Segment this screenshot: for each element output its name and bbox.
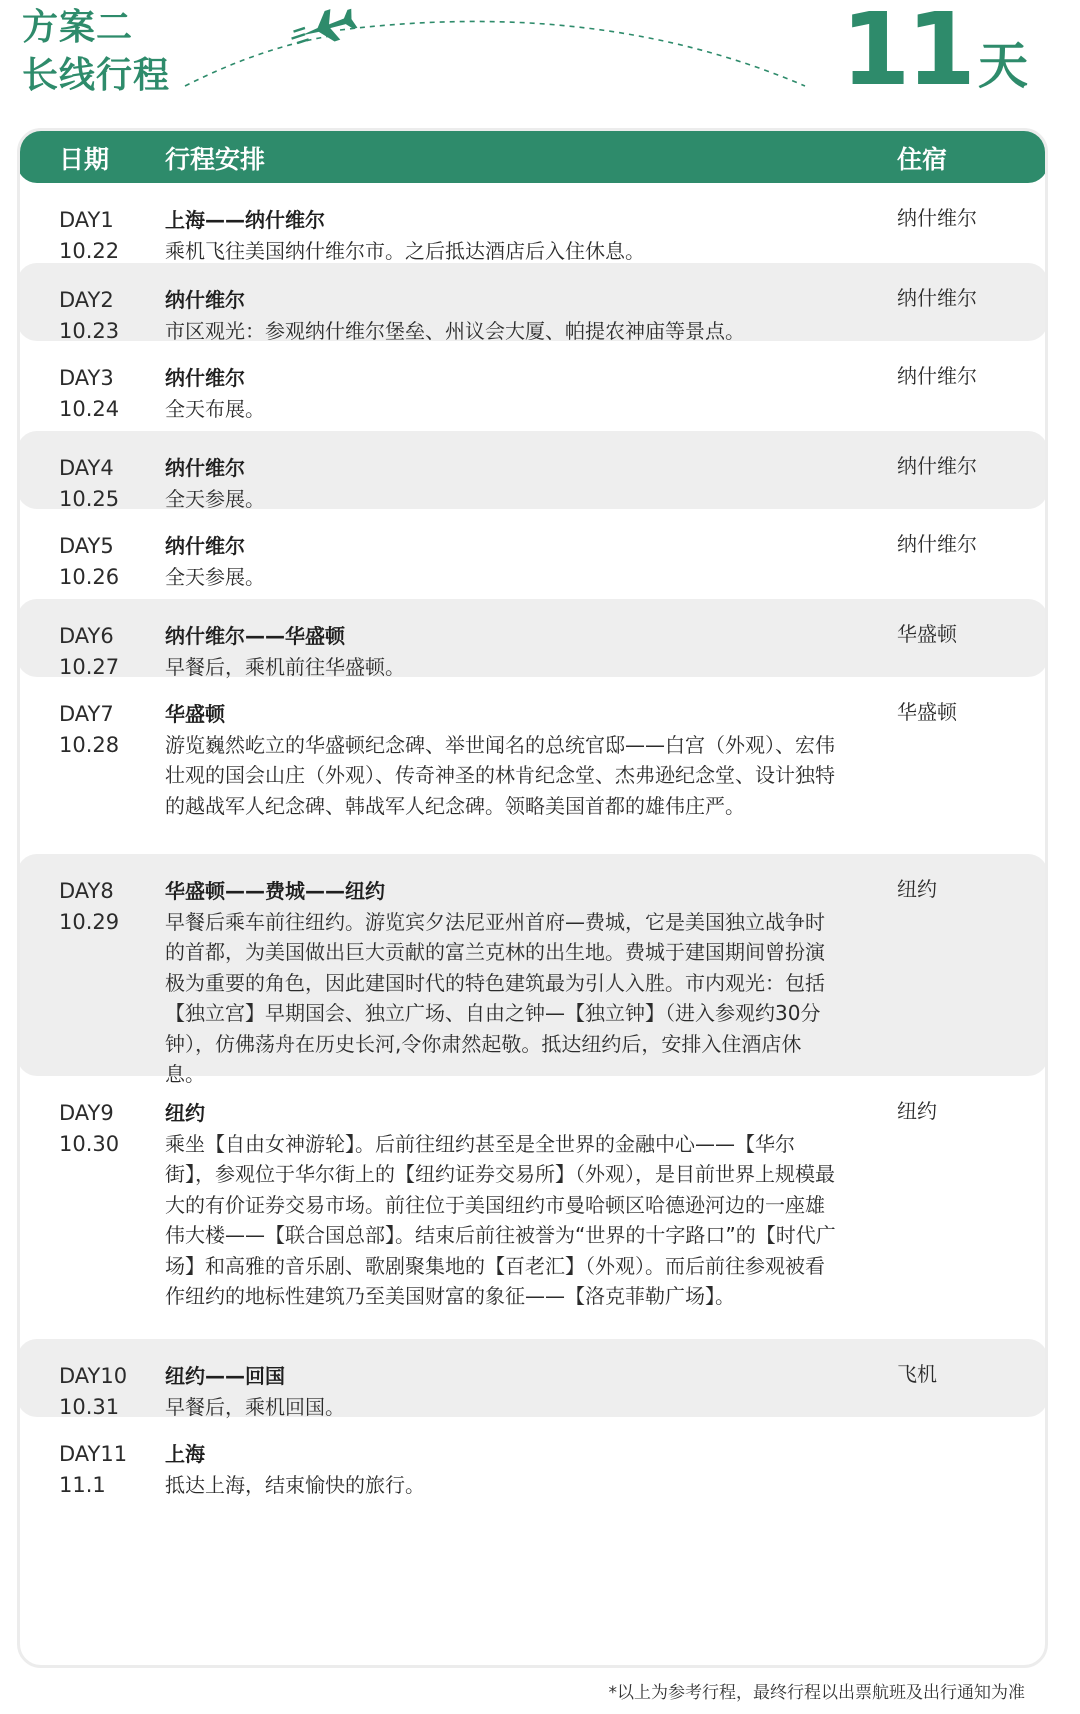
plan-description: 早餐后乘车前往纽约。游览宾夕法尼亚州首府—费城，它是美国独立战争时的首都，为美国做出巨大贡献的富兰克林的出生地。费城于建国期间曾扮演极为重要的角色，因此建国时代的特色建筑最为引人入胜。市内观光：包括【独立宫】早期国会、独立广场、自由之钟—【独立钟】（进入参观约30分钟），仿佛荡舟在历史长河,令你肃然起敬。抵达纽约后，安排入住酒店休息。	[165, 909, 825, 1086]
table-row	[17, 1339, 1048, 1417]
footnote: *以上为参考行程，最终行程以出票航班及出行通知为准	[608, 1683, 1025, 1703]
plan-description: 游览巍然屹立的华盛顿纪念碑、举世闻名的总统官邸——白宫（外观）、宏伟壮观的国会山庄（外观）、传奇神圣的林肯纪念堂、杰弗逊纪念堂、设计独特的越战军人纪念碑、韩战军人纪念碑。领略美国首都的雄伟庄严。	[165, 732, 835, 818]
table-row	[17, 677, 1048, 854]
plan-title-line1: 方案二	[22, 7, 134, 48]
table-row	[17, 854, 1048, 1086]
date-label: 10.29	[59, 910, 120, 934]
airplane-icon	[287, 8, 360, 54]
row-date	[59, 531, 119, 593]
days-number: 11	[840, 0, 972, 108]
place-title: 纳什维尔	[165, 366, 245, 390]
table-row	[17, 431, 1048, 509]
row-stay: 纳什维尔	[897, 286, 977, 310]
day-label: DAY8	[59, 879, 114, 903]
date-label: 10.24	[59, 397, 120, 421]
date-label: 10.28	[59, 733, 120, 757]
row-plan	[165, 453, 840, 514]
days-count	[840, 0, 1028, 108]
row-date	[59, 363, 119, 425]
row-plan	[165, 285, 840, 346]
plan-description: 早餐后，乘机前往华盛顿。	[165, 654, 405, 679]
row-date	[59, 1361, 127, 1423]
days-unit: 天	[978, 37, 1028, 95]
row-date	[59, 699, 119, 761]
plan-description: 乘机飞往美国纳什维尔市。之后抵达酒店后入住休息。	[165, 238, 645, 263]
row-date	[59, 453, 119, 515]
table-row	[17, 509, 1048, 599]
place-title: 纽约	[165, 1101, 205, 1125]
itinerary-table	[17, 128, 1048, 1668]
day-label: DAY3	[59, 366, 114, 390]
row-plan	[165, 1098, 840, 1312]
row-stay: 纳什维尔	[897, 364, 977, 388]
table-header	[17, 128, 1048, 183]
row-date	[59, 205, 119, 267]
date-label: 10.22	[59, 239, 120, 263]
row-plan	[165, 699, 840, 821]
row-date	[59, 621, 119, 683]
place-title: 上海	[165, 1442, 205, 1466]
place-title: 纳什维尔	[165, 534, 245, 558]
header-plan: 行程安排	[165, 145, 266, 174]
plan-description: 早餐后，乘机回国。	[165, 1394, 345, 1419]
row-plan	[165, 531, 840, 592]
plan-description: 乘坐【自由女神游轮】。后前往纽约甚至是全世界的金融中心——【华尔街】，参观位于华尔街上的【纽约证券交易所】（外观），是目前世界上规模最大的有价证券交易市场。前往位于美国纽约市曼哈顿区哈德逊河边的一座雄伟大楼——【联合国总部】。结束后前往被誉为“世界的十字路口”的【时代广场】和高雅的音乐剧、歌剧聚集地的【百老汇】（外观）。而后前往参观被看作纽约的地标性建筑乃至美国财富的象征——【洛克菲勒广场】。	[165, 1131, 836, 1308]
row-stay: 纳什维尔	[897, 206, 977, 230]
date-label: 10.26	[59, 565, 120, 589]
day-label: DAY10	[59, 1364, 128, 1388]
header-date: 日期	[59, 145, 110, 174]
day-label: DAY4	[59, 456, 114, 480]
day-label: DAY1	[59, 208, 114, 232]
row-plan	[165, 621, 840, 682]
place-title: 上海——纳什维尔	[165, 208, 325, 232]
row-stay: 飞机	[897, 1362, 937, 1386]
date-label: 10.31	[59, 1395, 120, 1419]
table-body	[17, 183, 1048, 1507]
row-date	[59, 876, 119, 938]
day-label: DAY2	[59, 288, 114, 312]
place-title: 纳什维尔	[165, 456, 245, 480]
day-label: DAY5	[59, 534, 114, 558]
row-date	[59, 1098, 119, 1160]
place-title: 纳什维尔——华盛顿	[165, 624, 345, 648]
date-label: 10.30	[59, 1132, 120, 1156]
table-row	[17, 183, 1048, 263]
table-row	[17, 1417, 1048, 1507]
row-stay: 纽约	[897, 1099, 937, 1123]
plan-title-line2: 长线行程	[22, 55, 171, 96]
row-stay: 纳什维尔	[897, 532, 977, 556]
row-stay: 华盛顿	[897, 622, 957, 646]
place-title: 纽约——回国	[165, 1364, 285, 1388]
row-stay: 纽约	[897, 877, 937, 901]
flight-path-decoration	[180, 8, 880, 98]
plan-title	[22, 4, 170, 100]
table-row	[17, 1076, 1048, 1339]
day-label: DAY9	[59, 1101, 114, 1125]
plan-description: 市区观光：参观纳什维尔堡垒、州议会大厦、帕提农神庙等景点。	[165, 318, 745, 343]
place-title: 华盛顿——费城——纽约	[165, 879, 385, 903]
row-plan	[165, 363, 840, 424]
plan-description: 全天布展。	[165, 396, 265, 421]
table-row	[17, 341, 1048, 431]
row-date	[59, 1439, 127, 1501]
header-stay: 住宿	[897, 145, 948, 174]
day-label: DAY7	[59, 702, 114, 726]
plan-description: 全天参展。	[165, 564, 265, 589]
row-date	[59, 285, 119, 347]
row-plan	[165, 876, 840, 1090]
place-title: 华盛顿	[165, 702, 225, 726]
date-label: 10.25	[59, 487, 120, 511]
table-row	[17, 263, 1048, 341]
day-label: DAY6	[59, 624, 114, 648]
row-plan	[165, 1439, 840, 1500]
plan-description: 全天参展。	[165, 486, 265, 511]
date-label: 11.1	[59, 1473, 106, 1497]
row-plan	[165, 205, 840, 266]
table-row	[17, 599, 1048, 677]
date-label: 10.23	[59, 319, 120, 343]
row-stay: 纳什维尔	[897, 454, 977, 478]
row-plan	[165, 1361, 840, 1422]
place-title: 纳什维尔	[165, 288, 245, 312]
day-label: DAY11	[59, 1442, 128, 1466]
plan-description: 抵达上海，结束愉快的旅行。	[165, 1472, 425, 1497]
row-stay: 华盛顿	[897, 700, 957, 724]
date-label: 10.27	[59, 655, 120, 679]
